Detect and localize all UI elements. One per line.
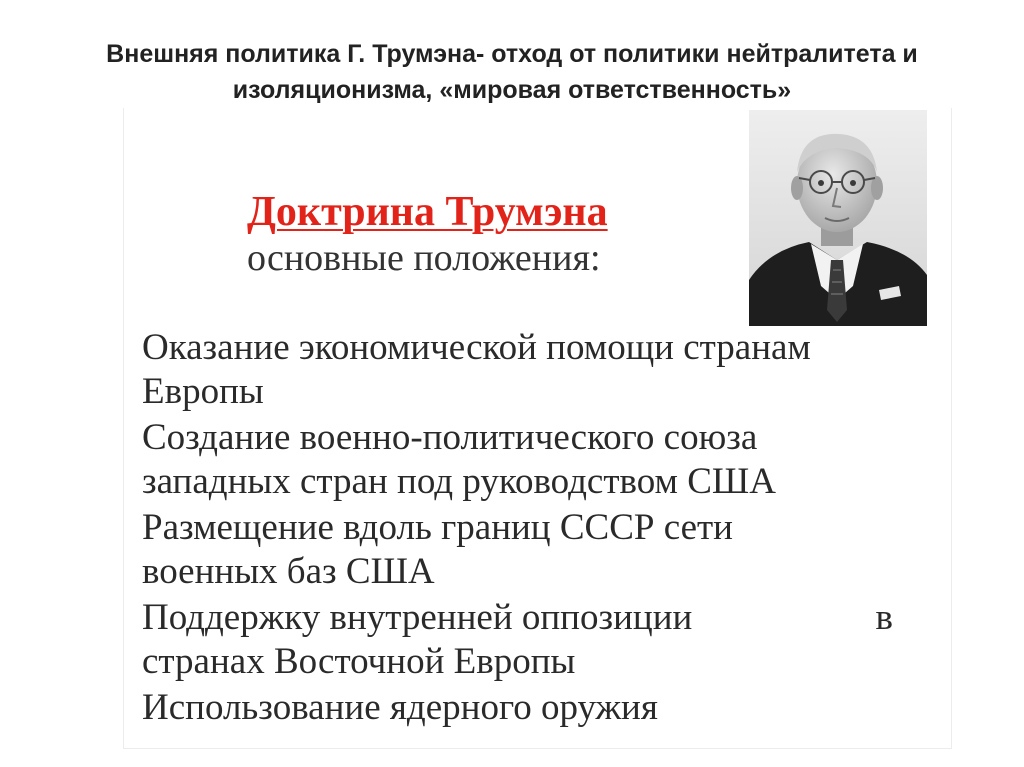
list-item-text: Создание военно-политического союза западных стран под руководством США [142,417,776,502]
slide-title [40,36,984,108]
doctrine-heading: Доктрина Трумэна [247,189,608,235]
list-item-text: Размещение вдоль границ СССР сети военных баз США [142,507,733,592]
slide-title-line-1: Внешняя политика Г. Трумэна- отход от политики нейтралитета и [106,40,918,68]
portrait-photo-icon [749,110,927,326]
list-item-text: Использование ядерного оружия [142,687,658,728]
list-item-trailing-word: в [875,597,893,638]
list-item-text: Поддержку внутренней оппозиции в странах Восточной Европы [142,597,893,682]
portrait-photo [749,110,927,326]
list-item-text: Оказание экономической помощи странам Европы [142,327,811,412]
slide-title-line-2: изоляционизма, «мировая ответственность» [232,76,792,104]
doctrine-subheading: основные положения: [247,237,601,279]
doctrine-slide-image [123,108,952,749]
